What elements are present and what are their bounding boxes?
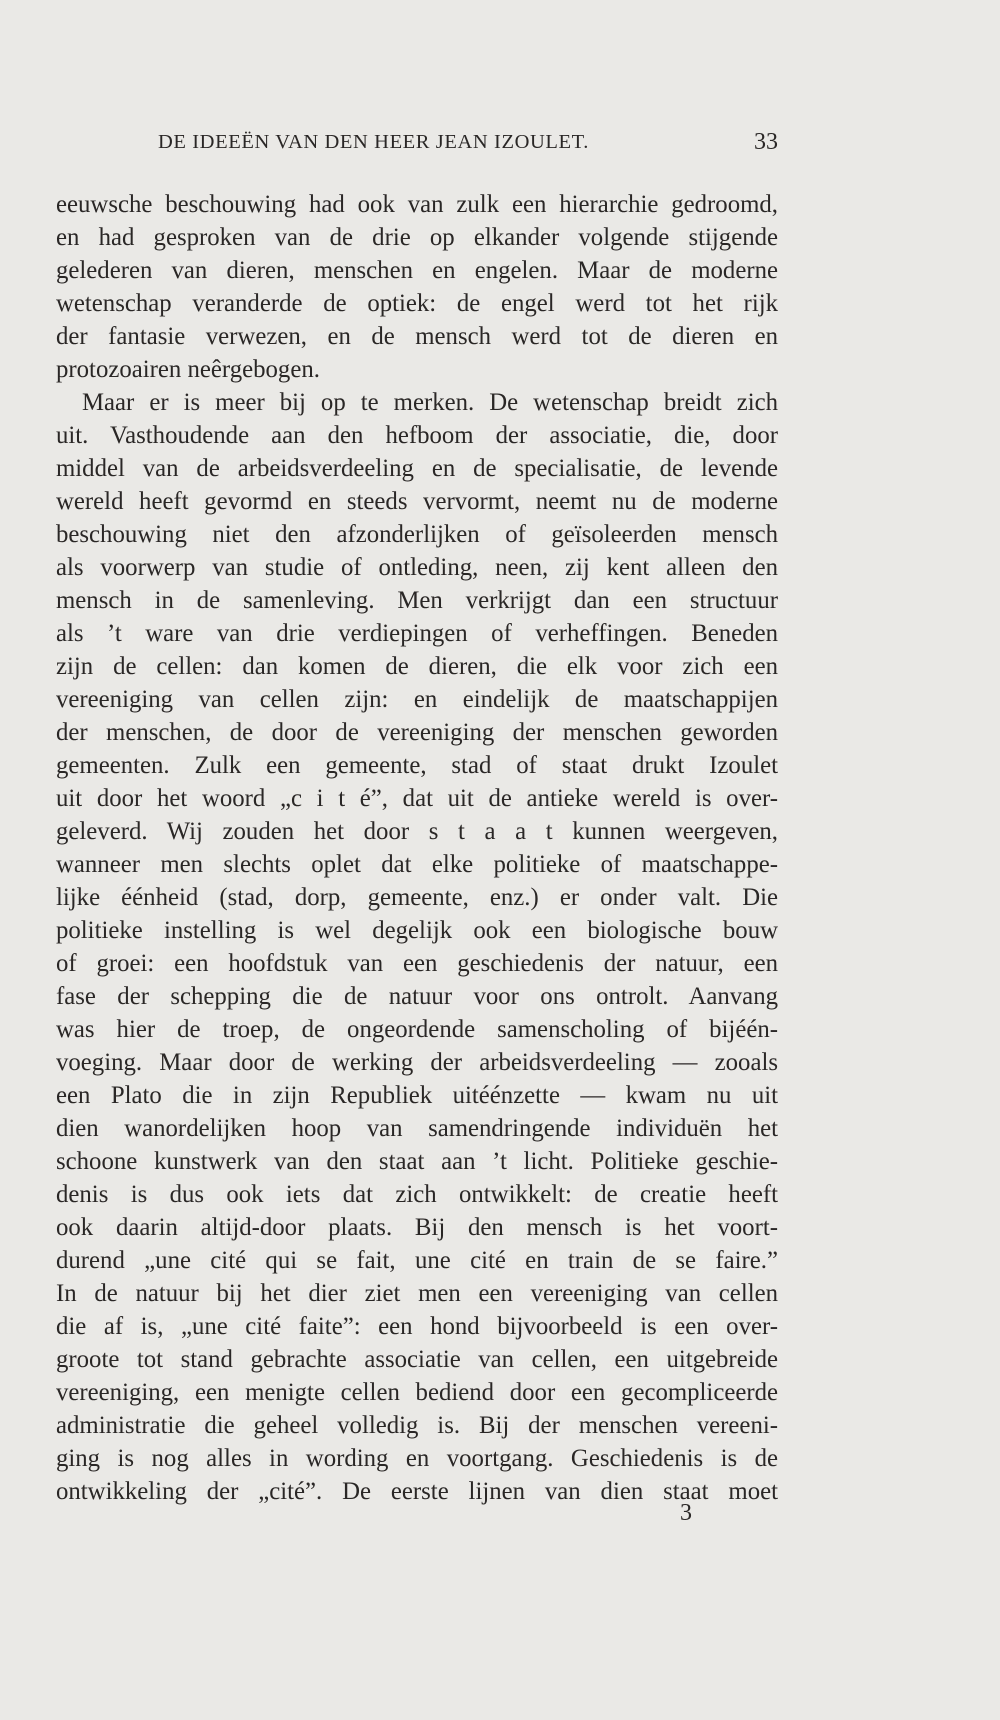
body-text bbox=[56, 188, 778, 1508]
text-line: als voorwerp van studie of ontleding, neen, zij kent alleen den bbox=[56, 554, 778, 581]
text-line: ontwikkeling der „cité”. De eerste lijnen van dien staat moet bbox=[56, 1478, 778, 1505]
text-line: lijke éénheid (stad, dorp, gemeente, enz.) er onder valt. Die bbox=[56, 884, 778, 911]
text-line: der menschen, de door de vereeniging der menschen geworden bbox=[56, 719, 778, 746]
text-line: ging is nog alles in wording en voortgang. Geschiedenis is de bbox=[56, 1445, 778, 1472]
text-line: politieke instelling is wel degelijk ook een biologische bouw bbox=[56, 917, 778, 944]
text-line: Maar er is meer bij op te merken. De wetenschap breidt zich bbox=[82, 389, 778, 416]
text-line: voeging. Maar door de werking der arbeidsverdeeling — zooals bbox=[56, 1049, 778, 1076]
text-line: geleverd. Wij zouden het door s t a a t kunnen weergeven, bbox=[56, 818, 778, 845]
text-line: groote tot stand gebrachte associatie van cellen, een uitgebreide bbox=[56, 1346, 778, 1373]
text-line: middel van de arbeidsverdeeling en de specialisatie, de levende bbox=[56, 455, 778, 482]
text-line: zijn de cellen: dan komen de dieren, die elk voor zich een bbox=[56, 653, 778, 680]
text-line: uit door het woord „c i t é”, dat uit de antieke wereld is over- bbox=[56, 785, 778, 812]
text-line: durend „une cité qui se fait, une cité en train de se faire.” bbox=[56, 1247, 778, 1274]
text-line: denis is dus ook iets dat zich ontwikkelt: de creatie heeft bbox=[56, 1181, 778, 1208]
text-line: protozoairen neêrgebogen. bbox=[56, 356, 320, 383]
text-line: vereeniging van cellen zijn: en eindelijk de maatschappijen bbox=[56, 686, 778, 713]
text-line: dien wanordelijken hoop van samendringende individuën het bbox=[56, 1115, 778, 1142]
text-line: ook daarin altijd-door plaats. Bij den mensch is het voort- bbox=[56, 1214, 778, 1241]
text-line: was hier de troep, de ongeordende samenscholing of bijéén- bbox=[56, 1016, 778, 1043]
text-line: mensch in de samenleving. Men verkrijgt dan een structuur bbox=[56, 587, 778, 614]
running-title: DE IDEEËN VAN DEN HEER JEAN IZOULET. bbox=[158, 131, 589, 153]
text-line: of groei: een hoofdstuk van een geschiedenis der natuur, een bbox=[56, 950, 778, 977]
running-head bbox=[158, 131, 778, 161]
text-line: gemeenten. Zulk een gemeente, stad of staat drukt Izoulet bbox=[56, 752, 778, 779]
text-line: fase der schepping die de natuur voor ons ontrolt. Aanvang bbox=[56, 983, 778, 1010]
text-line: gelederen van dieren, menschen en engelen. Maar de moderne bbox=[56, 257, 778, 284]
signature-mark: 3 bbox=[680, 1500, 692, 1526]
text-line: een Plato die in zijn Republiek uitéénzette — kwam nu uit bbox=[56, 1082, 778, 1109]
text-line: en had gesproken van de drie op elkander volgende stijgende bbox=[56, 224, 778, 251]
text-line: als ’t ware van drie verdiepingen of verheffingen. Beneden bbox=[56, 620, 778, 647]
text-line: wetenschap veranderde de optiek: de engel werd tot het rijk bbox=[56, 290, 778, 317]
text-line: wanneer men slechts oplet dat elke politieke of maatschappe- bbox=[56, 851, 778, 878]
text-line: wereld heeft gevormd en steeds vervormt, neemt nu de moderne bbox=[56, 488, 778, 515]
text-line: die af is, „une cité faite”: een hond bijvoorbeeld is een over- bbox=[56, 1313, 778, 1340]
text-line: In de natuur bij het dier ziet men een vereeniging van cellen bbox=[56, 1280, 778, 1307]
text-line: administratie die geheel volledig is. Bij der menschen vereeni- bbox=[56, 1412, 778, 1439]
text-line: eeuwsche beschouwing had ook van zulk een hierarchie gedroomd, bbox=[56, 191, 778, 218]
text-line: vereeniging, een menigte cellen bediend door een gecompliceerde bbox=[56, 1379, 778, 1406]
text-line: schoone kunstwerk van den staat aan ’t licht. Politieke geschie- bbox=[56, 1148, 778, 1175]
text-line: beschouwing niet den afzonderlijken of geïsoleerden mensch bbox=[56, 521, 778, 548]
page-number: 33 bbox=[754, 129, 778, 155]
text-line: uit. Vasthoudende aan den hefboom der associatie, die, door bbox=[56, 422, 778, 449]
text-line: der fantasie verwezen, en de mensch werd tot de dieren en bbox=[56, 323, 778, 350]
